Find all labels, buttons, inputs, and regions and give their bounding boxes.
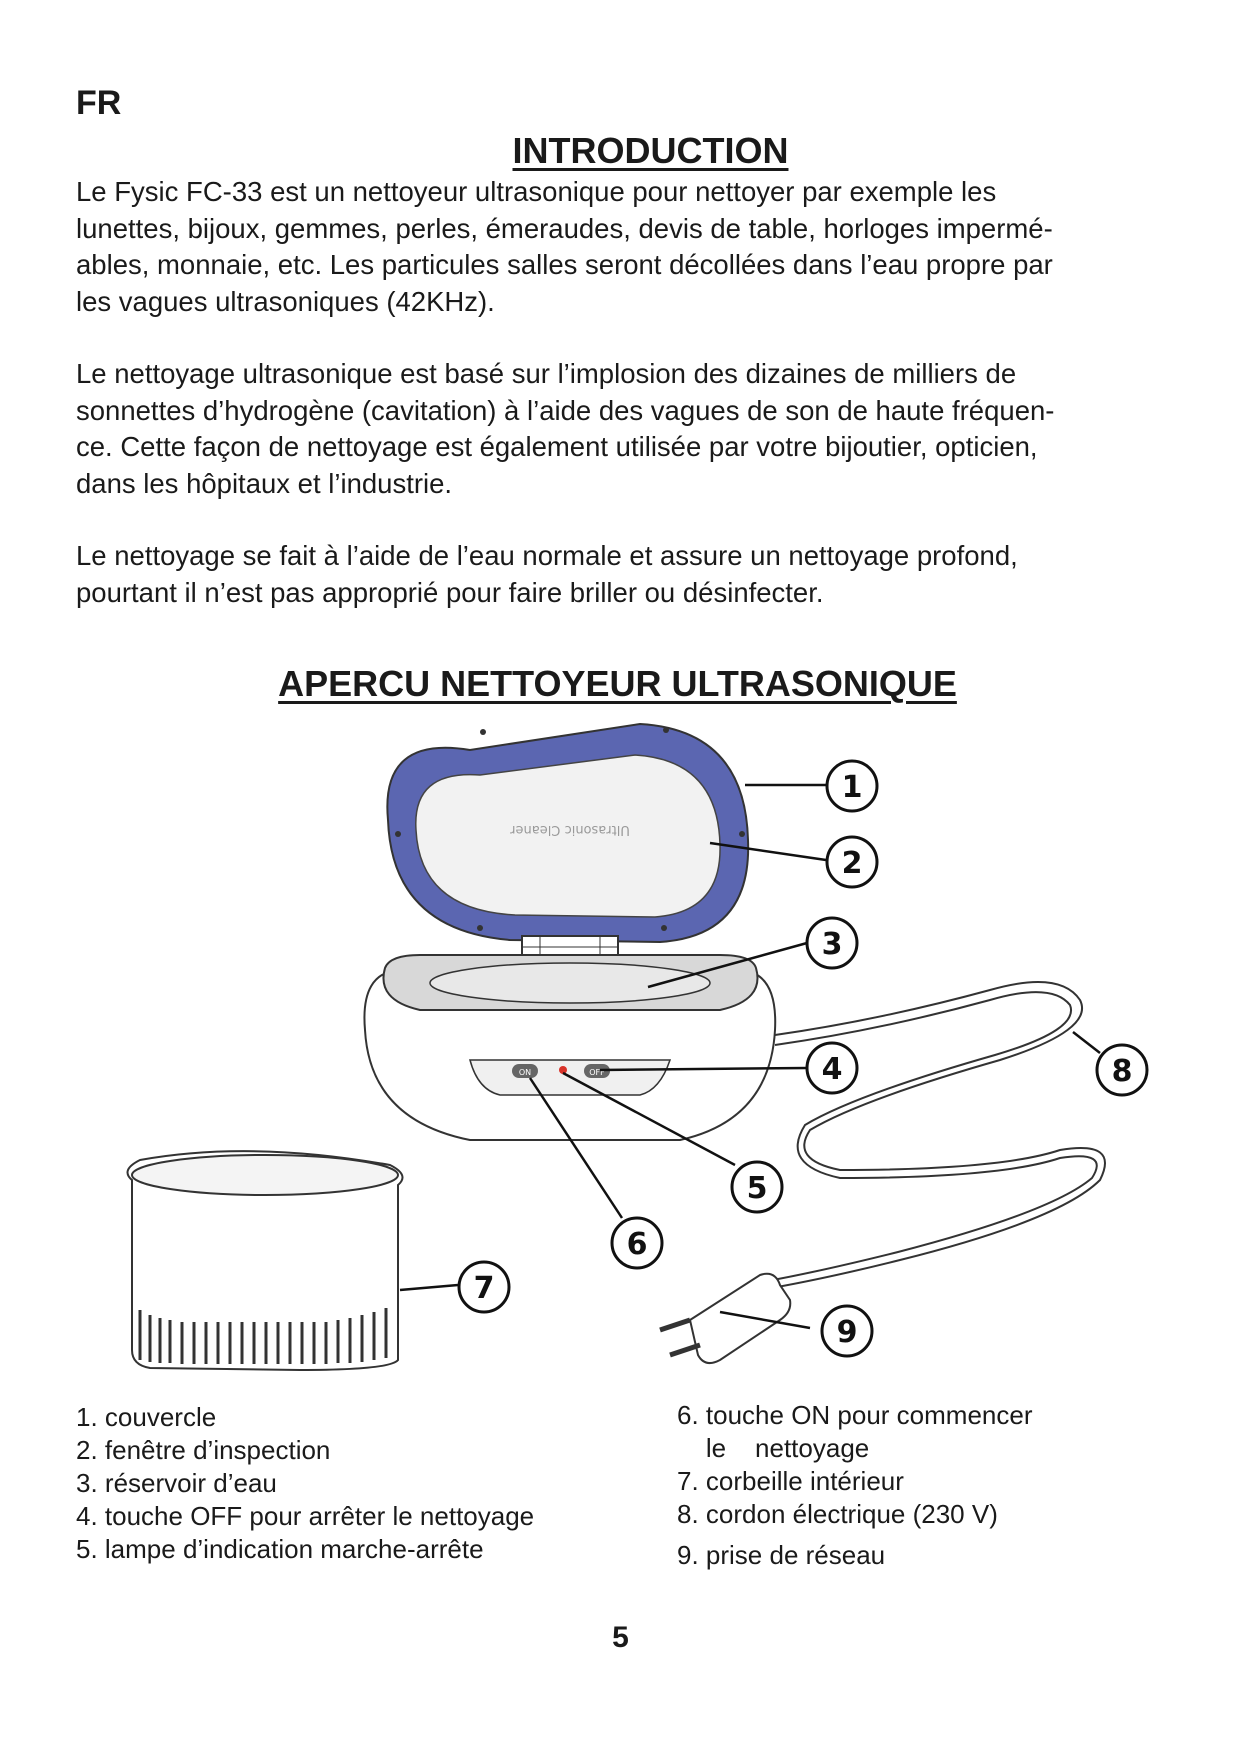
- legend-item: 4. touche OFF pour arrêter le nettoyage: [76, 1501, 535, 1531]
- intro-paragraph-3: [76, 538, 1176, 611]
- text-line: sonnettes d’hydrogène (cavitation) à l’aide des vagues de son de haute fréquen-: [76, 394, 1055, 426]
- text-line: les vagues ultrasoniques (42KHz).: [76, 285, 495, 317]
- legend-item: 6. touche ON pour commencer: [677, 1400, 1033, 1430]
- text-line: ce. Cette façon de nettoyage est également utilisée par votre bijoutier, opticien,: [76, 431, 1038, 462]
- intro-paragraph-1: [76, 174, 1176, 320]
- lid-watermark: Ultrasonic Cleaner: [510, 822, 630, 837]
- legend-item: 1. couvercle: [76, 1402, 217, 1432]
- callout-1: [827, 761, 877, 811]
- cleaner-diagram: [0, 700, 1241, 1400]
- svg-text:8: 8: [1111, 1054, 1133, 1089]
- legend-item: 5. lampe d’indication marche-arrête: [76, 1534, 484, 1564]
- legend-item: le nettoyage: [677, 1433, 870, 1463]
- callout-8: [1097, 1045, 1147, 1095]
- basket-illustration: [128, 1151, 403, 1370]
- text-line: Le Fysic FC-33 est un nettoyeur ultrasonique pour nettoyer par exemple les: [76, 176, 997, 207]
- legend-item: 7. corbeille intérieur: [677, 1466, 904, 1496]
- text-line: Le nettoyage se fait à l’aide de l’eau normale et assure un nettoyage profond,: [76, 540, 1018, 571]
- parts-legend-left: [76, 1401, 534, 1566]
- callout-9: [822, 1306, 872, 1356]
- svg-text:7: 7: [473, 1271, 495, 1306]
- svg-text:2: 2: [841, 846, 863, 881]
- page-number: 5: [612, 1621, 629, 1654]
- legend-item: 8. cordon électrique (230 V): [677, 1499, 998, 1529]
- legend-item: 9. prise de réseau: [677, 1540, 886, 1570]
- svg-text:3: 3: [821, 927, 843, 962]
- svg-text:1: 1: [841, 770, 863, 805]
- plug-illustration: [660, 1274, 790, 1363]
- off-label: OFF: [589, 1068, 605, 1077]
- svg-text:5: 5: [746, 1171, 768, 1206]
- callout-7: [459, 1262, 509, 1312]
- legend-item: 2. fenêtre d’inspection: [76, 1435, 331, 1465]
- on-label: ON: [518, 1068, 532, 1077]
- callout-5: [732, 1162, 782, 1212]
- overview-title: APERCU NETTOYEUR ULTRASONIQUE: [278, 663, 957, 704]
- base-illustration: [364, 955, 775, 1140]
- svg-text:9: 9: [836, 1315, 858, 1350]
- parts-legend-right: [677, 1399, 1033, 1572]
- svg-text:4: 4: [821, 1052, 843, 1087]
- text-line: pourtant il n’est pas approprié pour faire briller ou désinfecter.: [76, 576, 824, 608]
- callout-6: [612, 1218, 662, 1268]
- lid-illustration: [387, 724, 748, 942]
- callout-4: [807, 1043, 857, 1093]
- intro-paragraph-2: [76, 356, 1176, 502]
- text-line: ables, monnaie, etc. Les particules salles seront décollées dans l’eau propre par: [76, 249, 1053, 280]
- language-code: FR: [76, 84, 122, 122]
- power-cord-illustration: [760, 982, 1105, 1290]
- svg-text:6: 6: [626, 1227, 648, 1262]
- callout-3: [807, 918, 857, 968]
- text-line: dans les hôpitaux et l’industrie.: [76, 467, 453, 499]
- intro-title: INTRODUCTION: [512, 130, 789, 171]
- callout-2: [827, 837, 877, 887]
- text-line: Le nettoyage ultrasonique est basé sur l’implosion des dizaines de milliers de: [76, 358, 1017, 389]
- text-line: lunettes, bijoux, gemmes, perles, émeraudes, devis de table, horloges impermé-: [76, 212, 1053, 244]
- legend-item: 3. réservoir d’eau: [76, 1468, 277, 1498]
- indicator-lamp-illustration: [559, 1066, 567, 1074]
